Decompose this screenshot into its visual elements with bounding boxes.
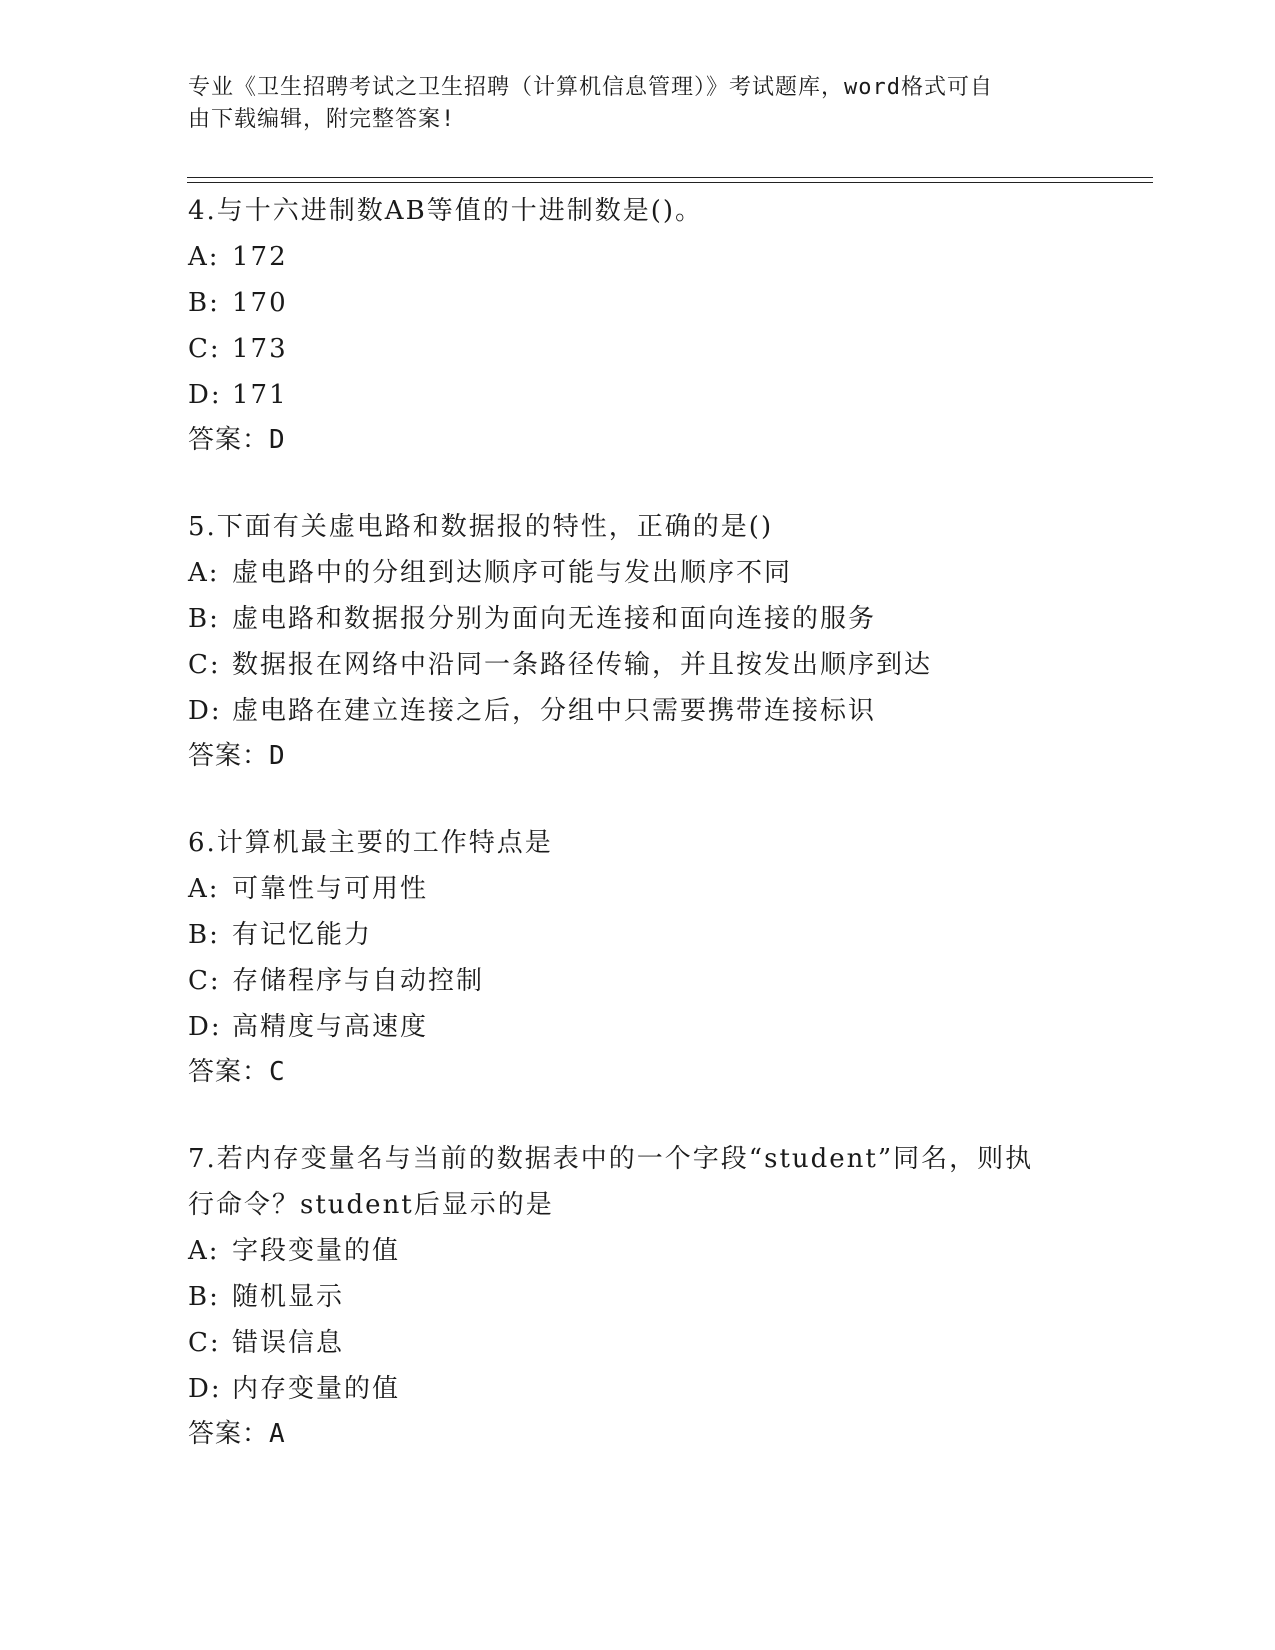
option-d xyxy=(188,1366,1148,1412)
question-7 xyxy=(188,1136,1148,1456)
option-text: 可靠性与可用性 xyxy=(232,874,429,904)
option-letter: D: xyxy=(188,380,222,410)
option-letter: A: xyxy=(188,1236,220,1266)
option-c xyxy=(188,642,1148,688)
stem-line: 行命令？student后显示的是 xyxy=(188,1190,554,1220)
option-letter: B: xyxy=(188,288,220,318)
option-letter: C: xyxy=(188,334,221,364)
option-d xyxy=(188,1004,1148,1050)
option-text: 高精度与高速度 xyxy=(232,1012,429,1042)
question-6 xyxy=(188,820,1148,1094)
option-d xyxy=(188,688,1148,734)
option-text: 错误信息 xyxy=(232,1328,345,1358)
option-letter: C: xyxy=(188,650,221,680)
option-text: 字段变量的值 xyxy=(232,1236,401,1266)
stem-line: 4.与十六进制数AB等值的十进制数是()。 xyxy=(188,196,703,226)
option-a xyxy=(188,1228,1148,1274)
option-a xyxy=(188,550,1148,596)
header-divider-bottom xyxy=(187,182,1153,183)
option-letter: B: xyxy=(188,604,220,634)
stem-line: 7.若内存变量名与当前的数据表中的一个字段“student”同名，则执 xyxy=(188,1144,1034,1174)
option-letter: B: xyxy=(188,920,220,950)
header-line-2: 由下载编辑，附完整答案! xyxy=(188,107,456,132)
header-line-1: 专业《卫生招聘考试之卫生招聘（计算机信息管理）》考试题库，word格式可自 xyxy=(188,75,993,100)
option-letter: A: xyxy=(188,242,220,272)
option-text: 有记忆能力 xyxy=(232,920,373,950)
option-text: 随机显示 xyxy=(232,1282,345,1312)
option-letter: A: xyxy=(188,558,220,588)
question-5 xyxy=(188,504,1148,778)
option-text: 173 xyxy=(232,334,288,364)
option-text: 170 xyxy=(232,288,288,318)
header-divider-top xyxy=(187,177,1153,178)
stem-line: 6.计算机最主要的工作特点是 xyxy=(188,828,553,858)
option-letter: D: xyxy=(188,1374,222,1404)
option-letter: A: xyxy=(188,874,220,904)
stem-line: 5.下面有关虚电路和数据报的特性，正确的是() xyxy=(188,512,774,542)
answer: 答案：C xyxy=(188,1057,286,1087)
question-stem xyxy=(188,504,1068,550)
answer: 答案：A xyxy=(188,1419,286,1449)
option-c xyxy=(188,958,1148,1004)
option-b xyxy=(188,1274,1148,1320)
option-c xyxy=(188,1320,1148,1366)
option-text: 内存变量的值 xyxy=(232,1374,401,1404)
question-stem xyxy=(188,1136,1068,1228)
option-c xyxy=(188,326,1148,372)
option-text: 存储程序与自动控制 xyxy=(232,966,485,996)
option-text: 虚电路中的分组到达顺序可能与发出顺序不同 xyxy=(232,558,793,588)
answer: 答案：D xyxy=(188,425,286,455)
option-b xyxy=(188,596,1148,642)
option-text: 虚电路和数据报分别为面向无连接和面向连接的服务 xyxy=(232,604,877,634)
document-header xyxy=(188,72,1088,136)
option-letter: C: xyxy=(188,966,221,996)
question-list xyxy=(188,188,1148,1498)
question-stem xyxy=(188,820,1068,866)
option-d xyxy=(188,372,1148,418)
option-text: 虚电路在建立连接之后，分组中只需要携带连接标识 xyxy=(232,696,877,726)
option-b xyxy=(188,912,1148,958)
answer: 答案：D xyxy=(188,741,286,771)
option-b xyxy=(188,280,1148,326)
option-text: 171 xyxy=(232,380,288,410)
option-letter: B: xyxy=(188,1282,220,1312)
question-stem xyxy=(188,188,1068,234)
option-letter: D: xyxy=(188,696,222,726)
option-text: 数据报在网络中沿同一条路径传输，并且按发出顺序到达 xyxy=(232,650,933,680)
option-a xyxy=(188,234,1148,280)
question-4 xyxy=(188,188,1148,462)
option-a xyxy=(188,866,1148,912)
option-text: 172 xyxy=(232,242,288,272)
option-letter: C: xyxy=(188,1328,221,1358)
option-letter: D: xyxy=(188,1012,222,1042)
